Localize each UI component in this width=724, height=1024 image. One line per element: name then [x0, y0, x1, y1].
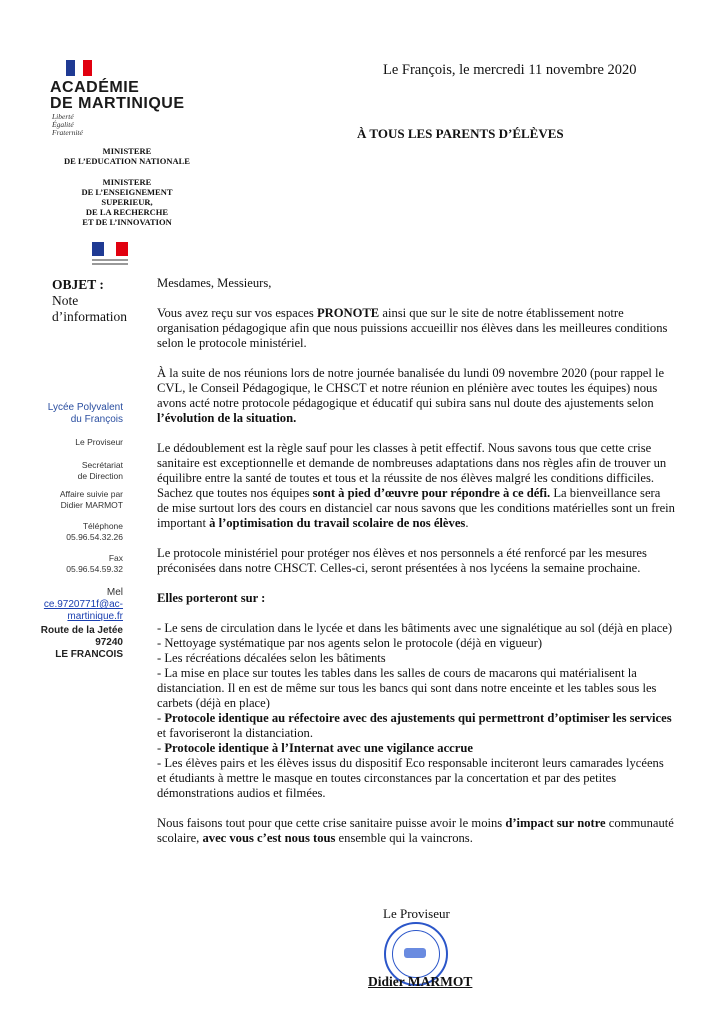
paragraph-1: Vous avez reçu sur vos espaces PRONOTE ainsi que sur le site de notre établissement notre organisation pédagogique afin que nous puissions accueillir nos élèves dans les meilleures conditions selon le protocole ministériel.	[157, 306, 668, 350]
list-item: - Les récréations décalées selon les bâtiments	[157, 651, 386, 665]
sidebar-fax	[66, 553, 123, 574]
list-item: - Protocole identique au réfectoire avec des ajustements qui permettront d’optimiser les services et favoriseront la distanciation.	[157, 711, 672, 740]
sidebar-secretariat	[78, 460, 123, 481]
school-line: Lycée Polyvalent	[47, 402, 123, 413]
telephone-label: Téléphone	[82, 521, 123, 531]
sidebar-telephone	[66, 521, 123, 542]
list-item: - Nettoyage systématique par nos agents selon le protocole (déjà en vigueur)	[157, 636, 543, 650]
telephone-value: 05.96.54.32.26	[66, 531, 123, 542]
academy-name	[50, 80, 185, 112]
email-link[interactable]: martinique.fr	[67, 611, 123, 622]
mel-label: Mel	[106, 587, 123, 598]
ministry-line: MINISTERE	[102, 146, 152, 156]
address-line: LE FRANCOIS	[55, 649, 123, 660]
school-line: du François	[70, 414, 123, 425]
affaire-line: Affaire suivie par	[59, 489, 123, 499]
ministry-line: SUPERIEUR,	[101, 197, 153, 207]
objet-label: OBJET :	[52, 277, 104, 292]
signature-name: Didier MARMOT	[368, 974, 473, 989]
sidebar-address	[41, 625, 123, 661]
objet-text: Note	[52, 293, 79, 308]
objet-block	[52, 277, 127, 325]
fax-label: Fax	[108, 553, 123, 563]
secretariat-line: Secrétariat	[81, 460, 123, 470]
sidebar-mel	[44, 587, 123, 623]
objet-text: d’information	[52, 309, 127, 324]
republic-motto	[52, 113, 83, 137]
email-link[interactable]: ce.9720771f@ac-	[43, 599, 123, 610]
signature-role: Le Proviseur	[383, 906, 450, 921]
ministry-logo	[92, 242, 128, 265]
academy-line-1: ACADÉMIE	[50, 79, 140, 96]
sidebar-role: Le Proviseur	[75, 437, 123, 447]
school-name	[48, 402, 123, 426]
affaire-line: Didier MARMOT	[60, 499, 123, 510]
date-line: Le François, le mercredi 11 novembre 2020	[383, 62, 637, 78]
ministry-higher-education	[42, 177, 212, 227]
closing-paragraph: Nous faisons tout pour que cette crise sanitaire puisse avoir le moins d’impact sur notre communauté scolaire, avec vous c’est nous tous ensemble qui la vaincrons.	[157, 816, 674, 845]
paragraph-3: Le dédoublement est la règle sauf pour les classes à petit effectif. Nous savons tous que cette crise sanitaire est exceptionnelle et demande de nombreuses adaptations dans nos règles afin de trouver un équilibre entre la santé de toutes et tous et la réussite de nos élèves malgré les conditions difficiles. Sachez que toutes nos équipes sont à pied d’œuvre pour répondre à ce défi. La bienveillance sera de mise surtout lors des cours en distanciel car nous savons que les conditions matérielles sont un frein important à l’optimisation du travail scolaire de nos élèves.	[157, 441, 675, 530]
ministry-education	[42, 146, 212, 166]
french-flag-icon	[92, 242, 128, 256]
address-line: Route de la Jetée	[40, 625, 123, 636]
paragraph-4: Le protocole ministériel pour protéger nos élèves et nos personnels a été renforcé par les mesures préconisées dans notre CHSCT. Celles-ci, seront présentées à nos lycéens la semaine prochaine.	[157, 546, 647, 575]
greeting: Mesdames, Messieurs,	[157, 276, 272, 290]
secretariat-line: de Direction	[77, 470, 123, 481]
ministry-line: MINISTERE	[102, 177, 152, 187]
list-item: - Les élèves pairs et les élèves issus du dispositif Eco responsable inciteront leurs camarades lycéens et étudiants à mettre le masque en toutes circonstances par la concertation et par des petites démonstrations audios et filmées.	[157, 756, 664, 800]
measures-list	[157, 621, 675, 801]
ministry-line: DE LA RECHERCHE	[85, 207, 169, 217]
motto-egalite: Égalité	[52, 120, 74, 129]
list-title: Elles porteront sur :	[157, 591, 266, 605]
ministry-line: DE L’ENSEIGNEMENT	[81, 187, 173, 197]
academy-line-2: DE MARTINIQUE	[50, 95, 185, 112]
address-line: 97240	[95, 637, 123, 648]
ministry-line: ET DE L’INNOVATION	[82, 217, 172, 227]
french-flag-icon	[66, 60, 92, 76]
ministry-line: DE L’EDUCATION NATIONALE	[64, 156, 190, 166]
paragraph-2: À la suite de nos réunions lors de notre journée banalisée du lundi 09 novembre 2020 (pour rappel le CVL, le Conseil Pédagogique, le CHSCT et notre réunion en plénière avec toutes les équipes) nous avons acté notre protocole pédagogique et éducatif qui subira sans nul doute des ajustements selon l’évolution de la situation.	[157, 366, 665, 425]
sidebar-affaire	[60, 489, 123, 510]
motto-fraternite: Fraternité	[52, 128, 83, 137]
motto-liberte: Liberté	[52, 112, 74, 121]
fax-value: 05.96.54.59.32	[66, 563, 123, 574]
list-item: - Protocole identique à l’Internat avec une vigilance accrue	[157, 741, 473, 755]
list-item: - Le sens de circulation dans le lycée et dans les bâtiments avec une signalétique au sol (déjà en place)	[157, 621, 673, 635]
letter-body	[157, 276, 675, 846]
list-item: - La mise en place sur toutes les tables dans les salles de cours de macarons qui matérialisent la distanciation. Il en est de même sur tous les bancs qui sont dans notre enceinte et les tables sous les carbets (déjà en place)	[157, 666, 657, 710]
recipient-line: À TOUS LES PARENTS D’ÉLÈVES	[357, 126, 564, 141]
